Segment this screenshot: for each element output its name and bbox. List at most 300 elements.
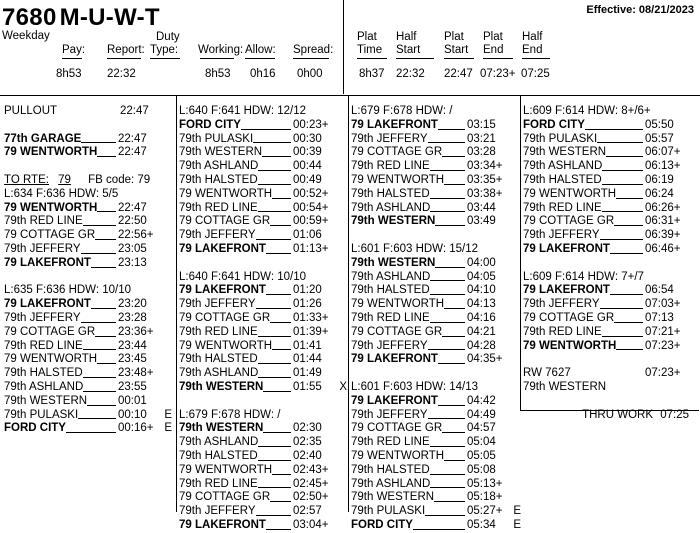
report-value: 22:32 <box>107 68 136 80</box>
stop-time: 00:30 <box>293 132 322 145</box>
stop-leader-line <box>614 215 643 226</box>
stop-row <box>351 464 521 478</box>
stop-leader-line <box>272 188 291 199</box>
stop-leader-line <box>428 409 466 420</box>
stop-leader-line <box>266 243 291 254</box>
stop-name: 79th ASHLAND <box>523 160 603 173</box>
stop-name: 79 WENTWORTH <box>179 463 273 476</box>
stop-name: 79th RED LINE <box>179 201 258 214</box>
pullout-time: 22:47 <box>120 105 149 117</box>
trip-stop-list <box>351 395 521 533</box>
trip-header: L:640 F:641 HDW: 10/10 <box>179 270 306 283</box>
stop-time: 22:47 <box>118 132 147 145</box>
trip-schedule <box>0 95 700 531</box>
stop-time: 06:13+ <box>645 160 681 173</box>
stop-row <box>523 312 699 326</box>
stop-name: FORD CITY <box>351 518 413 531</box>
garage-stop-list <box>4 133 172 161</box>
stop-time: 02:30 <box>293 422 322 435</box>
stop-flag <box>162 381 172 395</box>
stop-flag <box>162 243 172 257</box>
stop-row <box>179 505 347 519</box>
platform-panel <box>344 0 700 94</box>
stop-time: 23:45 <box>118 353 147 366</box>
stop-row <box>4 243 172 257</box>
relief-row <box>523 367 699 381</box>
stop-flag <box>337 326 347 340</box>
trip-header: L:601 F:603 HDW: 14/13 <box>351 380 478 393</box>
stop-leader-line <box>444 298 465 309</box>
stop-name: 77th GARAGE <box>4 132 82 145</box>
pullout-label: PULLOUT <box>4 105 58 117</box>
stop-flag <box>511 464 521 478</box>
stop-name: 79th WESTERN <box>179 380 264 393</box>
stop-row <box>351 450 521 464</box>
stop-row <box>179 464 347 478</box>
stop-leader-line <box>256 298 292 309</box>
stop-row <box>4 409 172 423</box>
stop-flag <box>337 312 347 326</box>
stop-time: 06:39+ <box>645 229 681 242</box>
run-days: M-U-W-T <box>59 4 160 31</box>
stop-flag <box>511 422 521 436</box>
stop-name: 79th JEFFERY <box>179 298 256 311</box>
trip-stop-list <box>523 284 699 353</box>
stop-time: 04:35+ <box>467 353 503 366</box>
stop-leader-line <box>256 229 292 240</box>
stop-time: 00:39 <box>293 146 322 159</box>
thru-work-time: 07:25 <box>660 408 689 421</box>
stop-time: 05:57 <box>645 132 674 145</box>
stop-time: 06:07+ <box>645 146 681 159</box>
stop-name: 79 COTTAGE GR <box>351 325 443 338</box>
stop-time: 03:44 <box>467 201 496 214</box>
stop-leader-line <box>434 491 465 502</box>
stop-leader-line <box>83 215 116 226</box>
stop-name: FORD CITY <box>179 118 241 131</box>
stop-name: 79th JEFFERY <box>523 298 600 311</box>
stop-leader-line <box>430 284 465 295</box>
stop-time: 06:19 <box>645 173 674 186</box>
stop-name: 79th HALSTED <box>4 367 83 380</box>
stop-leader-line <box>600 298 644 309</box>
stop-leader-line <box>97 353 116 364</box>
stop-leader-line <box>258 202 291 213</box>
stop-time: 07:13 <box>645 311 674 324</box>
stop-row <box>351 312 521 326</box>
effective-date: Effective: 08/21/2023 <box>586 4 694 16</box>
stop-flag <box>689 202 699 216</box>
stop-leader-line <box>258 353 291 364</box>
stop-flag <box>511 436 521 450</box>
stop-flag <box>162 395 172 409</box>
stop-leader-line <box>602 160 643 171</box>
stop-name: 79 WENTWORTH <box>179 187 273 200</box>
stop-row <box>179 478 347 492</box>
stop-time: 07:21+ <box>645 325 681 338</box>
plat-start-label-2: Start <box>444 44 469 56</box>
stop-name: 79th JEFFERY <box>179 505 256 518</box>
stop-row <box>351 422 521 436</box>
stop-name: 79 LAKEFRONT <box>351 394 438 407</box>
stop-flag <box>337 298 347 312</box>
stop-time: 03:34+ <box>467 160 503 173</box>
plat-start-label-1: Plat <box>444 31 464 43</box>
stop-flag <box>689 243 699 257</box>
stop-name: 79 LAKEFRONT <box>179 242 266 255</box>
stop-name: 79th PULASKI <box>523 132 598 145</box>
stop-name: 79th PULASKI <box>351 505 426 518</box>
stop-leader-line <box>81 133 116 144</box>
stop-time: 03:04+ <box>293 518 329 531</box>
stop-flag <box>689 160 699 174</box>
stop-time: 06:31+ <box>645 215 681 228</box>
stop-row <box>4 298 172 312</box>
stop-row <box>351 174 521 188</box>
stop-row <box>4 367 172 381</box>
stop-leader-line <box>81 312 117 323</box>
stop-leader-line <box>585 119 643 130</box>
stop-name: 79th HALSTED <box>523 173 602 186</box>
stop-leader-line <box>435 257 465 268</box>
stop-time: 01:41 <box>293 339 322 352</box>
stop-time: 00:01 <box>118 394 147 407</box>
trip-header: L:640 F:641 HDW: 12/12 <box>179 105 306 117</box>
stop-time: 01:49 <box>293 367 322 380</box>
stop-leader-line <box>83 367 116 378</box>
stop-flag: E <box>164 408 172 421</box>
stop-row <box>179 215 347 229</box>
stop-name: 79th RED LINE <box>351 160 430 173</box>
stop-time: 04:28 <box>467 339 496 352</box>
stop-time: 00:44 <box>293 160 322 173</box>
relief-label: RW 7627 <box>523 367 571 380</box>
stop-leader-line <box>438 395 465 406</box>
stop-time: 04:05 <box>467 270 496 283</box>
stop-row <box>179 381 347 395</box>
stop-flag <box>337 450 347 464</box>
stop-flag <box>689 298 699 312</box>
stop-row <box>351 409 521 423</box>
stop-row <box>179 519 347 533</box>
stop-time: 01:20 <box>293 284 322 297</box>
stop-leader-line <box>258 160 291 171</box>
stop-row <box>351 202 521 216</box>
stop-name: 79th JEFFERY <box>351 339 428 352</box>
stop-leader-line <box>78 409 116 420</box>
stop-time: 23:20 <box>118 298 147 311</box>
trip-stop-list <box>179 422 347 532</box>
stop-leader-line <box>262 146 291 157</box>
stop-leader-line <box>430 478 465 489</box>
stop-name: 79th RED LINE <box>4 339 83 352</box>
stop-time: 04:16 <box>467 311 496 324</box>
stop-row <box>4 353 172 367</box>
stop-row <box>4 229 172 243</box>
plat-end-label-2: End <box>483 44 504 56</box>
stop-leader-line <box>602 174 643 185</box>
stop-flag <box>337 478 347 492</box>
stop-row <box>523 340 699 354</box>
plat-time-value: 8h37 <box>359 68 385 80</box>
stop-leader-line <box>241 119 291 130</box>
stop-time: 22:47 <box>118 146 147 159</box>
stop-time: 04:10 <box>467 284 496 297</box>
stop-flag <box>162 340 172 354</box>
stop-name: 79th PULASKI <box>179 132 254 145</box>
stop-time: 02:40 <box>293 449 322 462</box>
stop-flag <box>162 257 172 271</box>
stop-flag <box>337 422 347 436</box>
stop-row <box>351 271 521 285</box>
stop-leader-line <box>442 422 465 433</box>
stop-leader-line <box>270 491 291 502</box>
half-start-value: 22:32 <box>396 68 425 80</box>
stop-flag <box>162 229 172 243</box>
stop-time: 05:50 <box>645 118 674 131</box>
stop-name: 79 LAKEFRONT <box>179 284 266 297</box>
plat-start-value: 22:47 <box>444 68 473 80</box>
stop-name: FORD CITY <box>523 118 585 131</box>
stop-time: 06:54 <box>645 284 674 297</box>
stop-flag <box>689 146 699 160</box>
stop-leader-line <box>430 188 465 199</box>
allow-label: Allow: <box>245 44 276 56</box>
stop-row <box>351 491 521 505</box>
stop-row <box>179 312 347 326</box>
plat-time-label-1: Plat <box>357 31 377 43</box>
stop-name: 79 WENTWORTH <box>4 146 98 159</box>
stop-name: 79th RED LINE <box>523 201 602 214</box>
stop-name: 79 COTTAGE GR <box>523 311 615 324</box>
stop-name: 79 COTTAGE GR <box>179 311 271 324</box>
pay-underline <box>62 58 82 59</box>
stop-name: 79 WENTWORTH <box>523 187 617 200</box>
stop-leader-line <box>413 519 465 530</box>
stop-leader-line <box>430 202 465 213</box>
stop-time: 22:56+ <box>118 229 154 242</box>
stop-flag <box>337 367 347 381</box>
stop-leader-line <box>614 312 643 323</box>
stop-row <box>523 188 699 202</box>
report-label: Report: <box>107 44 145 56</box>
stop-leader-line <box>610 284 643 295</box>
stop-leader-line <box>81 243 117 254</box>
stop-row <box>179 119 347 133</box>
stop-row <box>179 229 347 243</box>
stop-flag <box>162 202 172 216</box>
stop-time: 02:43+ <box>293 463 329 476</box>
stop-time: 22:47 <box>118 201 147 214</box>
allow-underline <box>245 58 275 59</box>
stop-leader-line <box>97 146 116 157</box>
plat-end-underline <box>483 58 513 59</box>
stop-flag <box>337 174 347 188</box>
stop-name: 79 COTTAGE GR <box>179 215 271 228</box>
stop-flag <box>337 188 347 202</box>
stop-time: 00:59+ <box>293 215 329 228</box>
stop-row <box>179 326 347 340</box>
stop-name: 79th ASHLAND <box>179 160 259 173</box>
stop-leader-line <box>258 174 291 185</box>
schedule-column-1 <box>4 105 172 436</box>
trip-header: L:679 F:678 HDW: / <box>179 408 281 421</box>
stop-name: 79th ASHLAND <box>351 270 431 283</box>
stop-time: 05:08 <box>467 463 496 476</box>
stop-flag <box>162 133 172 147</box>
stop-leader-line <box>428 340 466 351</box>
stop-time: 07:23+ <box>645 339 681 352</box>
stop-row <box>4 340 172 354</box>
stop-leader-line <box>91 298 116 309</box>
trip-stop-list <box>179 119 347 257</box>
stop-time: 23:55 <box>118 380 147 393</box>
stop-flag <box>162 326 172 340</box>
stop-row <box>351 160 521 174</box>
stop-time: 03:15 <box>467 118 496 131</box>
stop-name: 79th JEFFERY <box>4 311 81 324</box>
stop-leader-line <box>263 422 291 433</box>
stop-flag <box>337 133 347 147</box>
pay-value: 8h53 <box>56 68 82 80</box>
stop-leader-line <box>600 229 644 240</box>
stop-row <box>179 353 347 367</box>
stop-row <box>179 340 347 354</box>
stop-leader-line <box>442 146 465 157</box>
stop-flag <box>689 174 699 188</box>
stop-time: 04:42 <box>467 394 496 407</box>
plat-end-label-1: Plat <box>483 31 503 43</box>
half-end-value: 07:25 <box>521 68 550 80</box>
stop-time: 01:55 <box>293 380 322 393</box>
stop-flag <box>337 436 347 450</box>
stop-leader-line <box>97 202 116 213</box>
stop-time: 23:05 <box>118 242 147 255</box>
stop-leader-line <box>430 160 465 171</box>
working-value: 8h53 <box>205 68 231 80</box>
stop-row <box>179 436 347 450</box>
stop-row <box>179 160 347 174</box>
stop-flag: E <box>513 518 521 531</box>
stop-flag <box>162 312 172 326</box>
stop-row <box>351 284 521 298</box>
stop-name: 79 COTTAGE GR <box>4 229 96 242</box>
stop-leader-line <box>91 257 116 268</box>
stop-flag <box>689 188 699 202</box>
duty-underline <box>150 58 180 59</box>
stop-time: 04:00 <box>467 256 496 269</box>
stop-name: 79th JEFFERY <box>523 229 600 242</box>
stop-leader-line <box>266 284 291 295</box>
stop-time: 04:49 <box>467 408 496 421</box>
stop-name: 79th ASHLAND <box>179 367 259 380</box>
stop-flag <box>689 133 699 147</box>
stop-time: 05:18+ <box>467 491 503 504</box>
stop-leader-line <box>270 215 291 226</box>
stop-name: 79 LAKEFRONT <box>351 118 438 131</box>
stop-name: 79th ASHLAND <box>4 380 84 393</box>
stop-row <box>351 133 521 147</box>
half-start-label-1: Half <box>396 31 417 43</box>
run-header <box>0 0 700 94</box>
stop-row <box>351 519 521 533</box>
stop-name: 79th JEFFERY <box>4 242 81 255</box>
stop-time: 01:06 <box>293 229 322 242</box>
stop-row <box>4 146 172 160</box>
pay-label: Pay: <box>62 44 86 56</box>
stop-row <box>4 202 172 216</box>
stop-leader-line <box>95 326 116 337</box>
stop-row <box>523 243 699 257</box>
trip-header: L:679 F:678 HDW: / <box>351 105 453 117</box>
stop-name: 79 WENTWORTH <box>351 298 445 311</box>
stop-name: 79th ASHLAND <box>351 477 431 490</box>
stop-name: 79th HALSTED <box>351 187 430 200</box>
duty-type-label-2: Type: <box>150 44 179 56</box>
stop-name: 79 WENTWORTH <box>4 353 98 366</box>
stop-row <box>179 491 347 505</box>
trip-stop-list <box>4 202 172 271</box>
trip-header: L:601 F:603 HDW: 15/12 <box>351 242 478 255</box>
stop-leader-line <box>258 450 291 461</box>
stop-leader-line <box>442 326 465 337</box>
thru-work-label: THRU WORK <box>582 408 654 421</box>
stop-time: 06:24 <box>645 187 674 200</box>
run-id: 7680 <box>2 4 57 31</box>
stop-leader-line <box>597 133 643 144</box>
stop-row <box>523 133 699 147</box>
plat-time-label-2: Time <box>357 44 383 56</box>
stop-time: 23:13 <box>118 256 147 269</box>
spread-label: Spread: <box>293 44 334 56</box>
stop-name: 79th WESTERN <box>351 256 436 269</box>
to-route-row <box>4 174 172 188</box>
stop-flag <box>337 505 347 519</box>
stop-leader-line <box>263 381 291 392</box>
trip-header: L:634 F:636 HDW: 5/5 <box>4 187 119 200</box>
stop-time: 02:57 <box>293 505 322 518</box>
stop-time: 02:50+ <box>293 491 329 504</box>
stop-time: 03:35+ <box>467 173 503 186</box>
stop-leader-line <box>430 436 465 447</box>
duty-type-label-1: Duty <box>156 31 180 43</box>
stop-leader-line <box>95 229 116 240</box>
stop-flag <box>162 146 172 160</box>
allow-value: 0h16 <box>250 68 276 80</box>
stop-time: 03:21 <box>467 132 496 145</box>
stop-row <box>351 505 521 519</box>
stop-name: 79 WENTWORTH <box>351 449 445 462</box>
stop-row <box>351 298 521 312</box>
stop-flag <box>337 215 347 229</box>
stop-row <box>4 326 172 340</box>
stop-name: 79th RED LINE <box>351 436 430 449</box>
stop-time: 23:44 <box>118 339 147 352</box>
stop-row <box>351 119 521 133</box>
stop-name: 79th RED LINE <box>523 325 602 338</box>
stop-leader-line <box>606 146 643 157</box>
stop-name: 79th ASHLAND <box>351 201 431 214</box>
stop-name: 79th PULASKI <box>4 408 79 421</box>
stop-time: 00:49 <box>293 173 322 186</box>
stop-time: 23:48+ <box>118 367 154 380</box>
stop-name: 79th ASHLAND <box>179 436 259 449</box>
stop-flag <box>337 119 347 133</box>
stop-name: 79 WENTWORTH <box>4 201 98 214</box>
stop-flag <box>689 215 699 229</box>
stop-name: 79 LAKEFRONT <box>523 284 610 297</box>
stop-row <box>179 146 347 160</box>
